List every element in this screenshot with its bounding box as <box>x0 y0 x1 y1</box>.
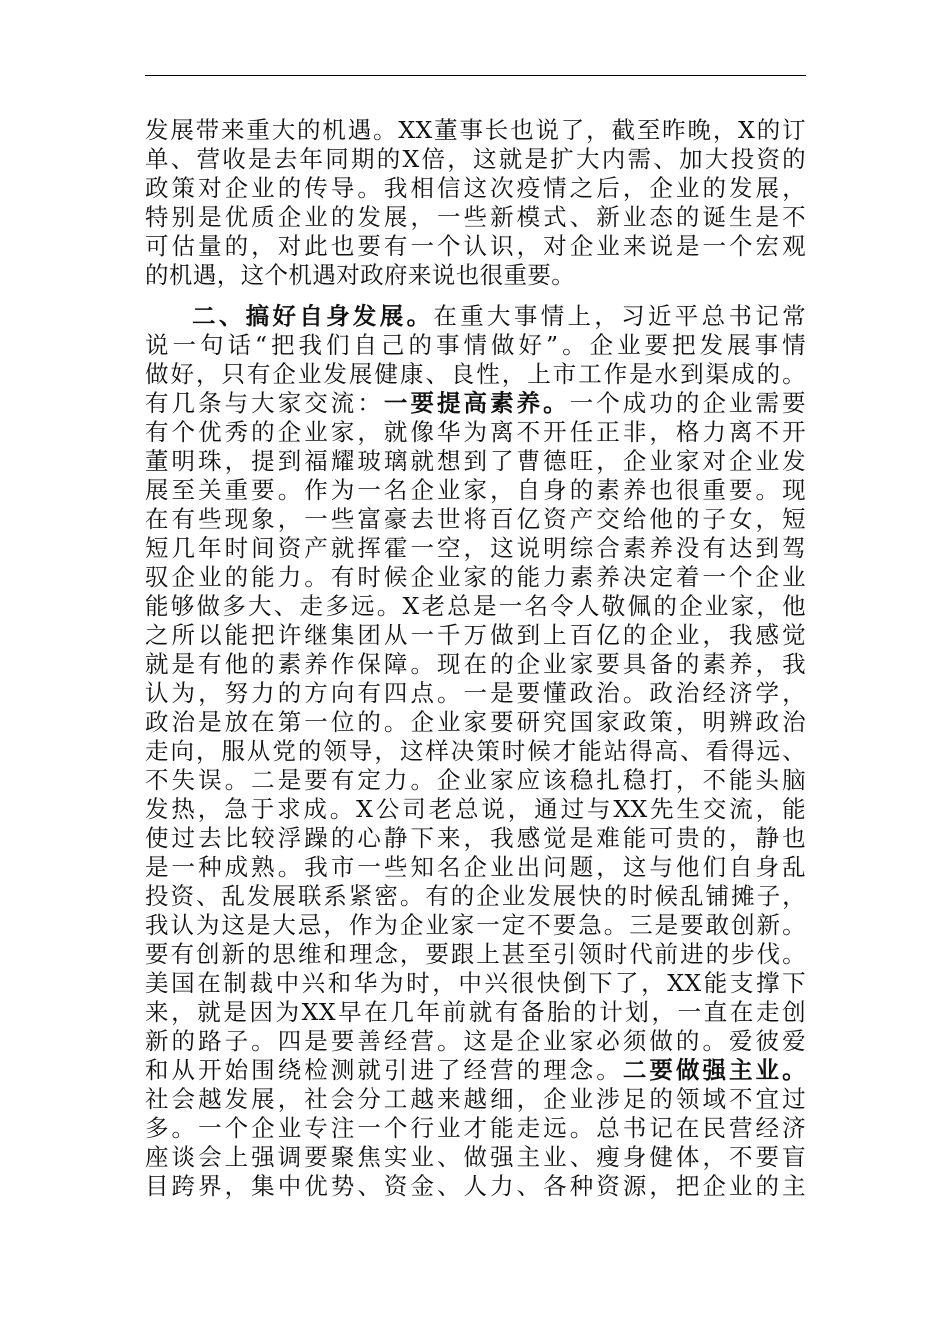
text-line: 来，就是因为XX早在几年前就有备胎的计划，一直在走创 <box>145 998 806 1026</box>
text-line <box>145 1056 806 1085</box>
paragraph-2 <box>145 302 806 1201</box>
text-line: 有个优秀的企业家，就像华为离不开任正非，格力离不开 <box>145 418 806 446</box>
text-span: 有几条与大家交流： <box>145 389 384 417</box>
text-line: 做好，只有企业发展健康、良性，上市工作是水到渠成的。 <box>145 360 806 388</box>
text-span: 一个成功的企业需要 <box>569 389 806 417</box>
text-line: 之所以能把许继集团从一千万做到上百亿的企业，我感觉 <box>145 621 806 649</box>
text-line: 我认为这是大忌，作为企业家一定不要急。三是要敢创新。 <box>145 911 806 939</box>
text-line: 社会越发展，社会分工越来越细，企业涉足的领域不宜过 <box>145 1085 806 1113</box>
text-line: 单、营收是去年同期的X倍，这就是扩大内需、加大投资的 <box>145 145 806 173</box>
text-line: 不失误。二是要有定力。企业家应该稳扎稳打，不能头脑 <box>145 766 806 794</box>
text-line: 董明珠，提到福耀玻璃就想到了曹德旺，企业家对企业发 <box>145 447 806 475</box>
text-line: 就是有他的素养作保障。现在的企业家要具备的素养，我 <box>145 650 806 678</box>
text-line: 认为，努力的方向有四点。一是要懂政治。政治经济学， <box>145 679 806 707</box>
text-line: 的机遇，这个机遇对政府来说也很重要。 <box>145 261 576 289</box>
text-line: 驭企业的能力。有时候企业家的能力素养决定着一个企业 <box>145 563 806 591</box>
text-line: 要有创新的思维和理念，要跟上甚至引领时代前进的步伐。 <box>145 940 806 968</box>
text-line: 短几年时间资产就挥霍一空，这说明综合素养没有达到驾 <box>145 534 806 562</box>
text-line: 特别是优质企业的发展，一些新模式、新业态的诞生是不 <box>145 203 806 231</box>
text-line: 在有些现象，一些富豪去世将百亿资产交给他的子女，短 <box>145 505 806 533</box>
section-heading: 二、搞好自身发展。 <box>192 302 434 330</box>
text-line: 目跨界，集中优势、资金、人力、各种资源，把企业的主 <box>145 1172 806 1200</box>
paragraph-1 <box>145 116 806 290</box>
text-line: 使过去比较浮躁的心静下来，我感觉是难能可贵的，静也 <box>145 824 806 852</box>
text-span: 和从开始围绕检测就引进了经营的理念。 <box>145 1056 623 1084</box>
text-line <box>145 302 806 331</box>
point-heading: 一要提高素养。 <box>383 389 570 417</box>
text-span: 在重大事情上，习近平总书记常 <box>433 302 806 330</box>
header-rule <box>145 75 806 76</box>
text-line: 新的路子。四是要善经营。这是企业家必须做的。爱彼爱 <box>145 1027 806 1055</box>
point-heading: 二要做强主业。 <box>622 1056 806 1084</box>
text-line: 座谈会上强调要聚焦实业、做强主业、瘦身健体，不要盲 <box>145 1143 806 1171</box>
text-line: 能够做多大、走多远。X老总是一名令人敬佩的企业家，他 <box>145 592 806 620</box>
paragraph-gap <box>145 290 806 302</box>
text-line: 美国在制裁中兴和华为时，中兴很快倒下了，XX能支撑下 <box>145 969 806 997</box>
text-line: 说一句话“把我们自己的事情做好”。企业要把发展事情 <box>145 331 806 359</box>
text-line: 发热，急于求成。X公司老总说，通过与XX先生交流，能 <box>145 795 806 823</box>
text-line <box>145 389 806 418</box>
text-line: 多。一个企业专注一个行业才能走远。总书记在民营经济 <box>145 1114 806 1142</box>
text-line: 展至关重要。作为一名企业家，自身的素养也很重要。现 <box>145 476 806 504</box>
text-line: 走向，服从党的领导，这样决策时候才能站得高、看得远、 <box>145 737 806 765</box>
text-line: 政治是放在第一位的。企业家要研究国家政策，明辨政治 <box>145 708 806 736</box>
text-line: 政策对企业的传导。我相信这次疫情之后，企业的发展， <box>145 174 806 202</box>
document-body <box>145 116 806 1201</box>
text-line: 是一种成熟。我市一些知名企业出问题，这与他们自身乱 <box>145 853 806 881</box>
text-line: 投资、乱发展联系紧密。有的企业发展快的时候乱铺摊子， <box>145 882 806 910</box>
text-line: 发展带来重大的机遇。XX董事长也说了，截至昨晚，X的订 <box>145 116 806 144</box>
text-line: 可估量的，对此也要有一个认识，对企业来说是一个宏观 <box>145 232 806 260</box>
